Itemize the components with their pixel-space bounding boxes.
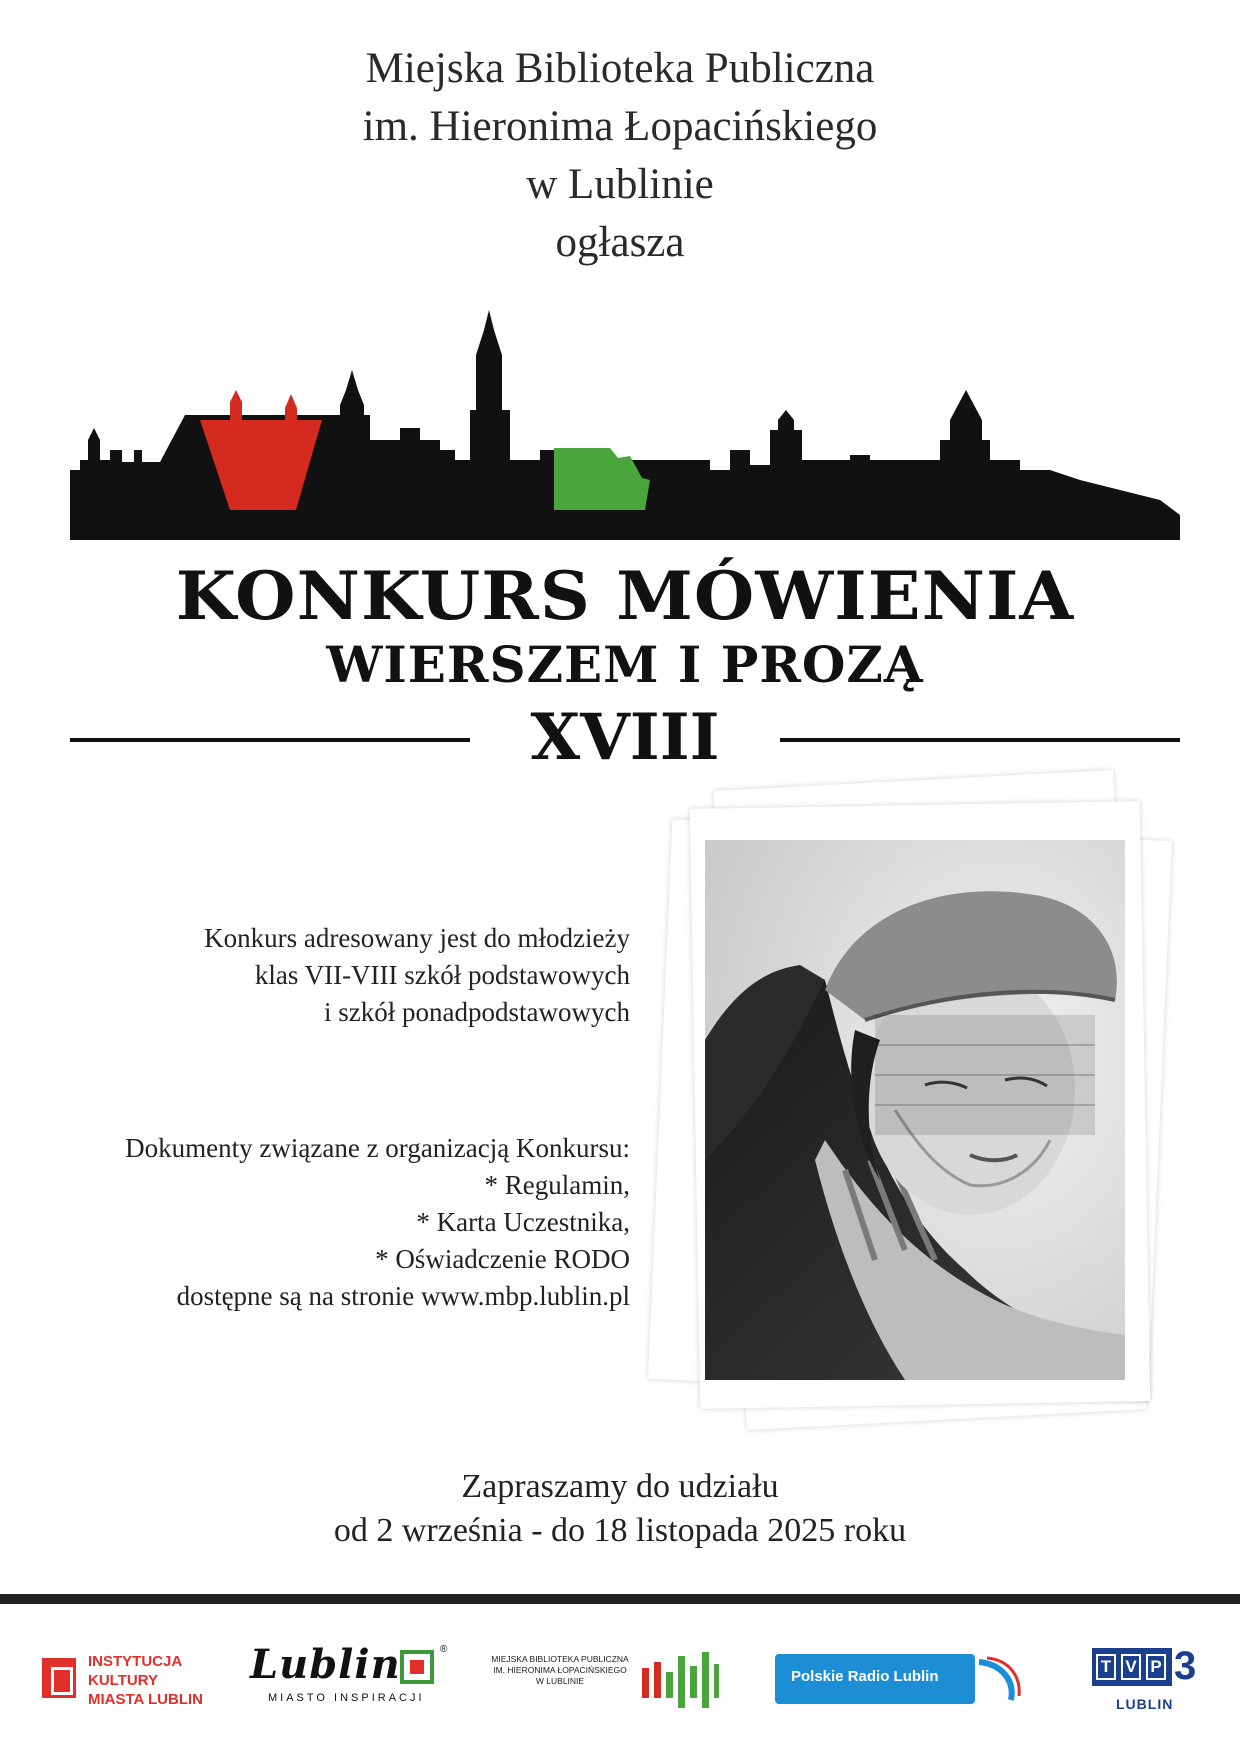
tvp3-lublin-logo [1090,1644,1200,1718]
mbp-line: MIEJSKA BIBLIOTEKA PUBLICZNA [491,1654,629,1664]
skyline-green-building [554,448,650,510]
organizer-city: w Lublinie [526,161,714,208]
ikml-logo [42,1650,232,1710]
tvp-letter: V [1121,1654,1141,1680]
mbp-bars-icon [640,1648,720,1710]
lublin-wordmark: Lublin [250,1641,401,1688]
lublin-skyline-illustration [70,310,1180,570]
invitation [0,1465,1240,1553]
radio-waves-icon [971,1654,1021,1704]
audience-line: Konkurs adresowany jest do młodzieży [204,923,630,953]
tvp-letter: T [1096,1654,1116,1680]
portrait-illustration [705,840,1125,1380]
lublin-city-logo [250,1640,450,1720]
audience-line: klas VII-VIII szkół podstawowych [254,960,630,990]
organizer-patron: im. Hieronima Łopacińskiego [362,103,878,150]
audience-info [204,920,630,1031]
polskie-radio-lublin-logo [775,1654,1025,1704]
sponsor-logos [0,1640,1240,1720]
radio-name: Polskie Radio Lublin [791,1668,939,1685]
organizer-header [0,40,1240,272]
announces-text: ogłasza [555,219,685,266]
ikml-mark-icon [42,1658,76,1698]
contest-title-main: KONKURS MÓWIENIA [175,557,1075,635]
documents-website-line: dostępne są na stronie www.mbp.lublin.pl [176,1281,630,1311]
mbp-library-logo [490,1648,720,1718]
ikml-line: INSTYTUCJA [88,1653,183,1670]
lublin-tagline: MIASTO INSPIRACJI [268,1692,425,1704]
edition-divider-right [780,738,1180,742]
ikml-line: MIASTA LUBLIN [88,1691,203,1708]
contest-title-sub: WIERSZEM I PROZĄ [326,635,924,694]
lublin-emblem-icon [400,1650,434,1684]
invitation-dates: od 2 września - do 18 listopada 2025 roku [333,1512,907,1549]
mbp-line: IM. HIERONIMA ŁOPACIŃSKIEGO [493,1665,627,1675]
document-item-karta: * Karta Uczestnika, [416,1207,630,1237]
documents-info [125,1130,630,1315]
organizer-name: Miejska Biblioteka Publiczna [365,45,875,92]
edition-number: XVIII [530,700,720,775]
mbp-line: W LUBLINIE [535,1676,585,1686]
tvp-channel-number: 3 [1174,1644,1197,1688]
tvp-city: LUBLIN [1116,1696,1174,1712]
radio-badge [775,1654,975,1704]
registered-mark: ® [440,1644,448,1655]
footer-divider [0,1594,1240,1604]
portrait-photo-stack [640,760,1200,1440]
tvp-letter: P [1146,1654,1166,1680]
documents-heading: Dokumenty związane z organizacją Konkursu: [125,1133,630,1163]
contest-title [70,557,1180,776]
portrait-photo [705,840,1125,1380]
audience-line: i szkół ponadpodstawowych [324,997,630,1027]
document-item-regulamin: * Regulamin, [484,1170,630,1200]
tvp-badge [1092,1648,1172,1686]
ikml-line: KULTURY [88,1672,158,1689]
document-item-rodo: * Oświadczenie RODO [375,1244,630,1274]
invitation-text: Zapraszamy do udziału [461,1468,779,1505]
